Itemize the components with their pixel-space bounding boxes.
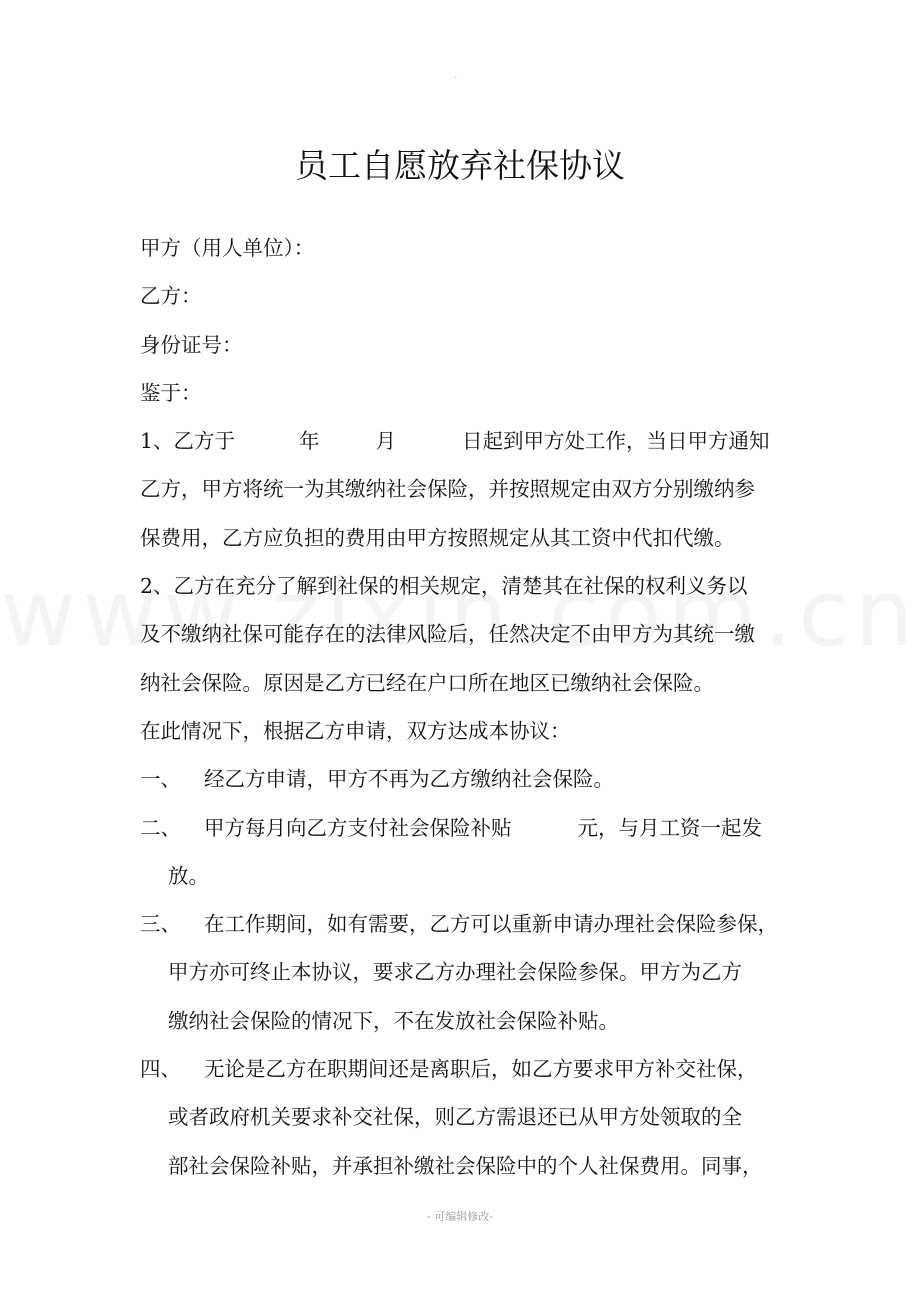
clause-2-line-2: 放。: [168, 863, 209, 888]
clause-4-text: 无论是乙方在职期间还是离职后，如乙方要求甲方补交社保，: [204, 1057, 758, 1082]
clause-3-line-2: 甲方亦可终止本协议，要求乙方办理社会保险参保。甲方为乙方: [168, 960, 742, 985]
clause-4-line-3: 部社会保险补贴，并承担补缴社会保险中的个人社保费用。同事，: [168, 1153, 763, 1178]
clause-3-text: 在工作期间，如有需要，乙方可以重新申请办理社会保险参保，: [204, 912, 778, 937]
clause-3-line-1: [140, 900, 790, 948]
clause-2-line-1: [140, 804, 790, 852]
recital-1-line-1: [140, 417, 790, 465]
clause-1-text: 经乙方申请，甲方不再为乙方缴纳社会保险。: [204, 767, 614, 792]
recital-1-prefix: 1、乙方于: [140, 429, 236, 454]
clause-1-number: 一、: [140, 767, 181, 792]
party-a-field: 甲方（用人单位）：: [140, 236, 315, 260]
recital-1-line-2: 乙方，甲方将统一为其缴纳社会保险，并按照规定由双方分别缴纳参: [140, 477, 755, 502]
recital-2-line-3: 纳社会保险。原因是乙方已经在户口所在地区已缴纳社会保险。: [140, 670, 714, 695]
agreement-intro: 在此情况下，根据乙方申请，双方达成本协议：: [140, 718, 571, 743]
clause-2-text-b: 元，与月工资一起发: [577, 815, 762, 840]
clause-3-number: 三、: [140, 912, 181, 937]
recital-2-line-1: 2、乙方在充分了解到社保的相关规定，清楚其在社保的权利义务以: [140, 574, 748, 599]
clause-3-line-3: 缴纳社会保险的情况下，不在发放社会保险补贴。: [168, 1008, 619, 1033]
recital-1-line-3: 保费用，乙方应负担的费用由甲方按照规定从其工资中代扣代缴。: [140, 525, 735, 550]
header-dot: .: [454, 70, 458, 81]
id-number-field: 身份证号：: [140, 332, 243, 357]
whereas-heading: 鉴于：: [140, 380, 202, 405]
clause-4-line-2: 或者政府机关要求补交社保，则乙方需退还已从甲方处领取的全: [168, 1105, 742, 1130]
party-b-field: 乙方：: [140, 284, 202, 309]
recital-1-month: 月: [375, 429, 397, 454]
page-footer: - 可编辑修改-: [426, 1210, 494, 1223]
recital-1-year: 年: [299, 429, 320, 454]
clause-4-number: 四、: [140, 1057, 181, 1082]
clause-2-number: 二、: [140, 815, 181, 840]
clause-1: [140, 755, 790, 803]
document-body: [140, 224, 790, 1190]
document-title: 员工自愿放弃社保协议: [295, 146, 625, 185]
recital-1-rest: 日起到甲方处工作，当日甲方通知: [462, 429, 770, 454]
recital-2-line-2: 及不缴纳社保可能存在的法律风险后，任然决定不由甲方为其统一缴: [140, 622, 755, 647]
clause-4-line-1: [140, 1045, 790, 1093]
clause-2-text-a: 甲方每月向乙方支付社会保险补贴: [204, 815, 512, 840]
